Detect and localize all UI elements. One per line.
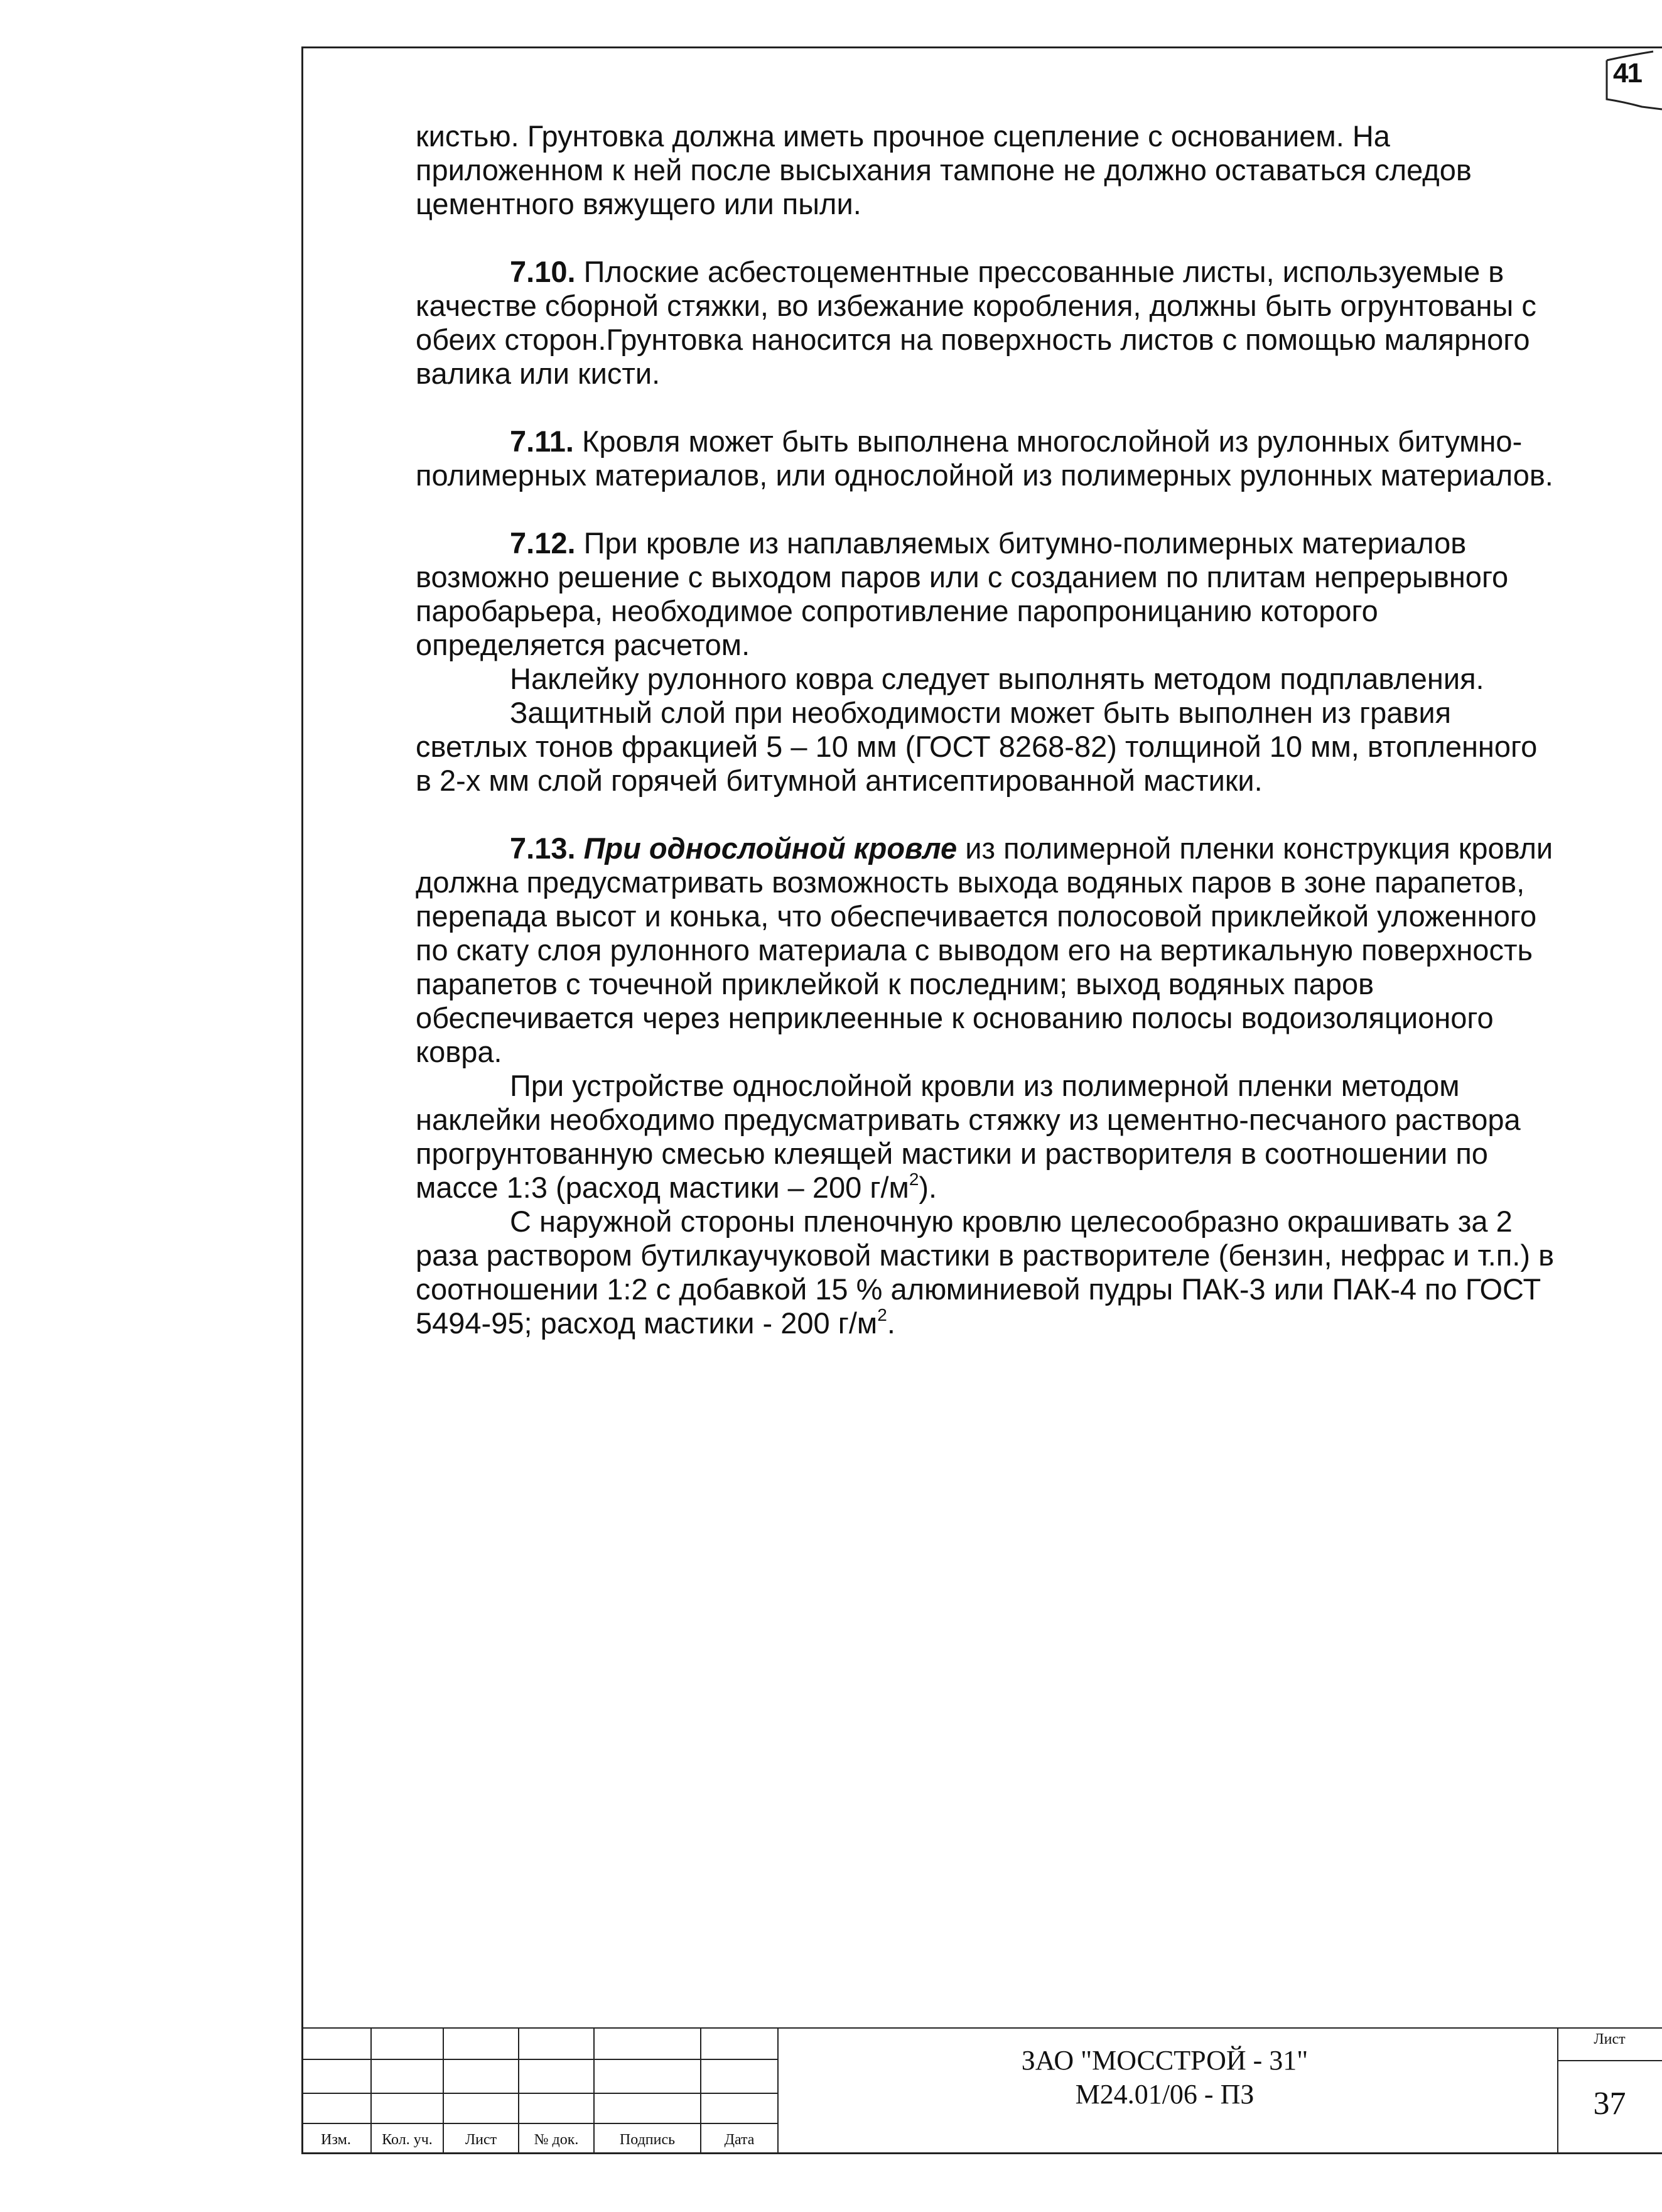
document-body [416, 119, 1558, 1340]
title-block-main [779, 2044, 1551, 2112]
paragraph-text-end: . [887, 1306, 895, 1340]
paragraph-text [416, 1069, 1558, 1205]
col-label-kol-uch: Кол. уч. [382, 2132, 433, 2148]
paragraph-text: из полимерной пленки конструкция кровли должна предусматривать возможность выхода водяных паров в зоне парапетов, перепада высот и конька, что обеспечивается полосовой приклейкой уложенного по скату слоя рулонного материала с выводом его на вертикальную поверхность парапетов с точечной приклейкой к последним; выход водяных паров обеспечивается через неприклеенные к основанию полосы водоизоляционого ковра. [416, 832, 1553, 1068]
organization-name: ЗАО "МОССТРОЙ - 31" [1021, 2045, 1309, 2076]
paragraph-text-body: При устройстве однослойной кровли из полимерной пленки методом наклейки необходимо предусматривать стяжку из цементно-песчаного раствора прогрунтованную смесью клеящей мастики и растворителя в соотношении по массе 1:3 (расход мастики – 200 г/м [416, 1069, 1521, 1204]
sheet-label: Лист [1594, 2031, 1626, 2047]
clause-number: 7.13. [510, 832, 576, 865]
paragraph-7-13 [416, 832, 1558, 1069]
col-label-izm: Изм. [321, 2132, 351, 2148]
paragraph-text [416, 1205, 1558, 1340]
superscript: 2 [909, 1169, 919, 1189]
clause-number: 7.10. [510, 255, 576, 288]
col-label-signature: Подпись [619, 2132, 676, 2148]
paragraph-text-body: С наружной стороны пленочную кровлю целесообразно окрашивать за 2 раза раствором бутилкаучуковой мастики в растворителе (бензин, нефрас и т.п.) в соотношении 1:2 с добавкой 15 % алюминиевой пудры ПАК-3 или ПАК-4 по ГОСТ 5494-95; расход мастики - 200 г/м [416, 1205, 1555, 1340]
paragraph-continuation: кистью. Грунтовка должна иметь прочное сцепление с основанием. На приложенном к ней после высыхания тампоне не должно оставаться следов цементного вяжущего или пыли. [416, 119, 1472, 220]
paragraph-7-11 [416, 425, 1558, 492]
paragraph-text: Наклейку рулонного ковра следует выполнять методом подплавления. [510, 662, 1484, 695]
col-label-doc-num: № док. [534, 2132, 579, 2148]
clause-number: 7.11. [510, 425, 574, 458]
col-label-list: Лист [465, 2132, 497, 2148]
corner-stamp [1604, 49, 1662, 124]
paragraph-text: Защитный слой при необходимости может быть выполнен из гравия светлых тонов фракцией 5 – 10 мм (ГОСТ 8268-82) толщиной 10 мм, втопленного в 2-х мм слой горячей битумной антисептированной мастики. [416, 696, 1538, 797]
paragraph-text: Кровля может быть выполнена многослойной из рулонных битумно-полимерных материалов, или однослойной из полимерных рулонных материалов. [416, 425, 1553, 492]
document-code: М24.01/06 - ПЗ [1075, 2079, 1255, 2110]
title-block [301, 2027, 1662, 2154]
paragraph-text: При кровле из наплавляемых битумно-полимерных материалов возможно решение с выходом паров или с созданием по плитам непрерывного паробарьера, необходимое сопротивление паропроницанию которого определяется расчетом. [416, 526, 1509, 661]
superscript: 2 [877, 1305, 887, 1325]
paragraph-text: Плоские асбестоцементные прессованные листы, используемые в качестве сборной стяжки, во избежание коробления, должны быть огрунтованы с обеих сторон.Грунтовка наносится на поверхность листов с помощью малярного валика или кисти. [416, 255, 1536, 390]
sheet-number: 37 [1593, 2086, 1626, 2122]
paragraph-text-end: ). [919, 1171, 937, 1204]
col-label-date: Дата [724, 2132, 755, 2148]
emphasis-text: При однослойной кровле [583, 832, 958, 865]
corner-stamp-number: 41 [1613, 58, 1641, 89]
clause-number: 7.12. [510, 526, 576, 560]
paragraph-7-10 [416, 255, 1558, 391]
paragraph-7-12 [416, 526, 1558, 662]
